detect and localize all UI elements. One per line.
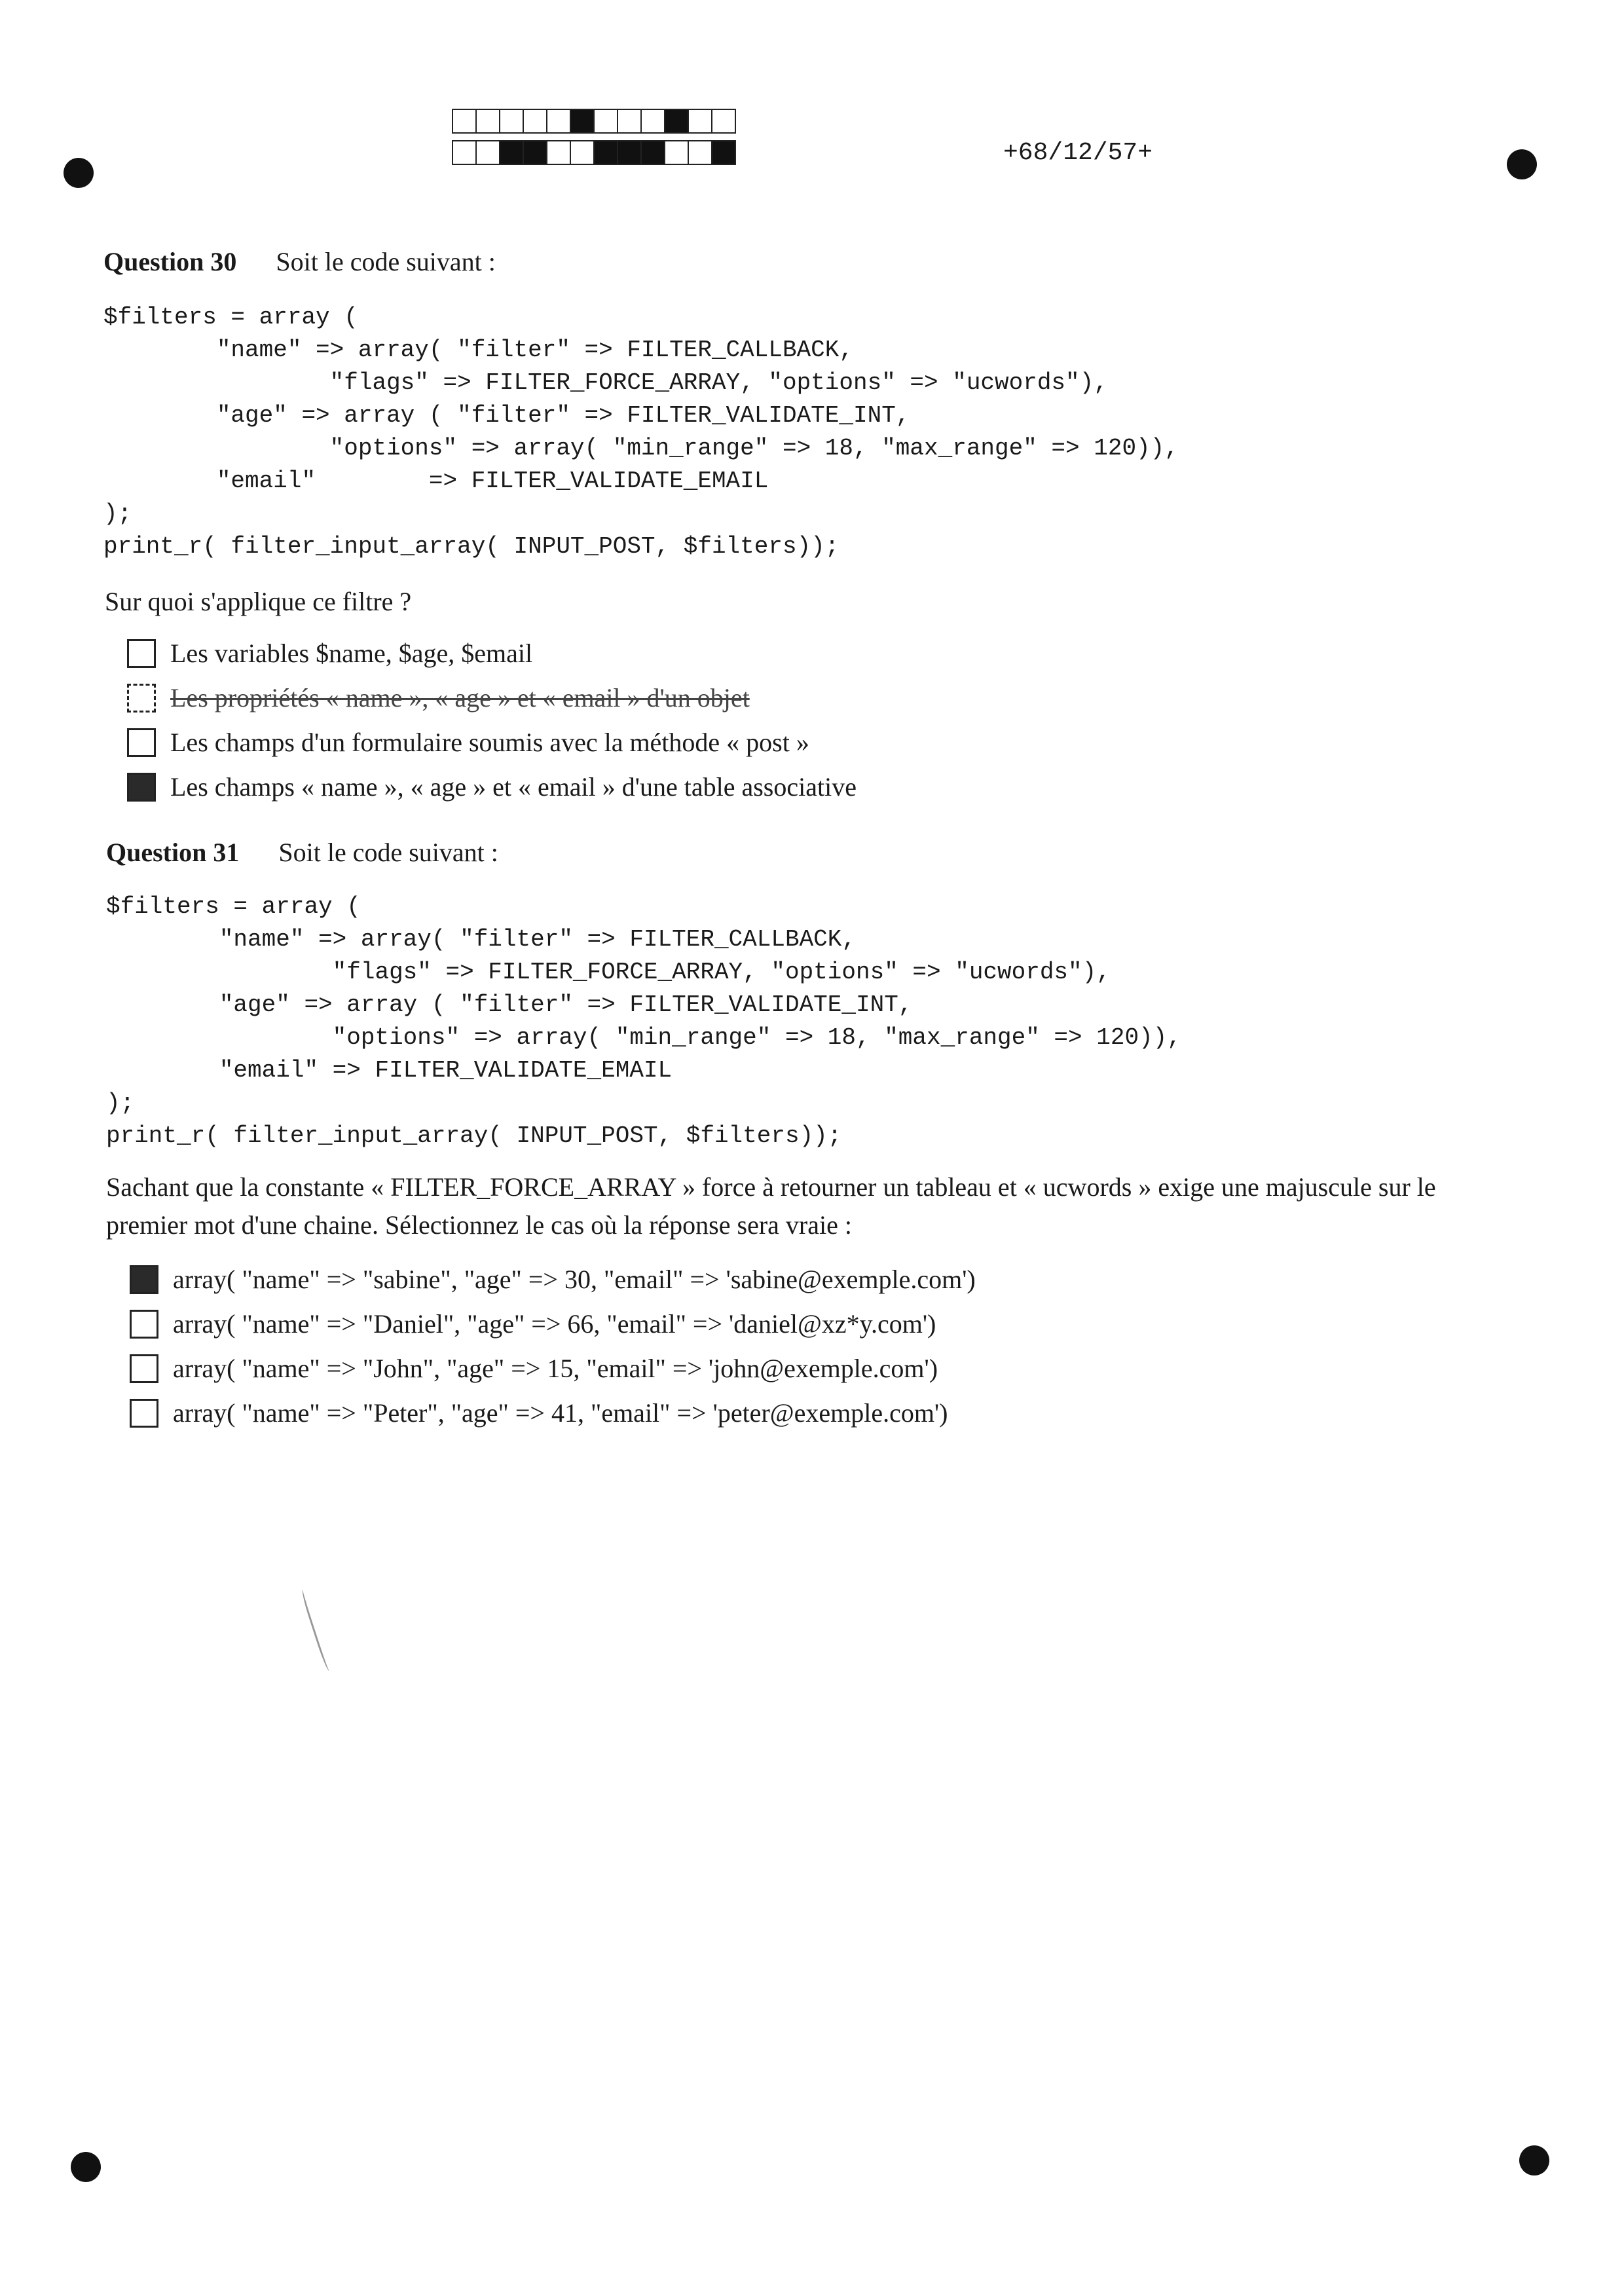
checkbox[interactable] bbox=[127, 684, 156, 713]
barcode-cell bbox=[546, 140, 571, 165]
barcode-cell bbox=[593, 140, 618, 165]
checkbox[interactable] bbox=[130, 1265, 158, 1294]
question-30-prompt: Sur quoi s'applique ce filtre ? bbox=[105, 587, 412, 616]
barcode-cell bbox=[711, 140, 736, 165]
barcode-cell bbox=[546, 109, 571, 134]
barcode-cell bbox=[664, 109, 689, 134]
barcode-cell bbox=[523, 109, 547, 134]
registration-dot-bottom-right bbox=[1519, 2145, 1549, 2176]
question-30-code: $filters = array ( "name" => array( "filter" => FILTER_CALLBACK, "flags" => FILTER_FORCE_ARRAY, "options" => "ucwords"), "age" => array ( "filter" => FILTER_VALIDATE_INT, "options" => array( "min_range" => 18, "max_range" => 120)), "email" => FILTER_VALIDATE_EMAIL ); print_r( filter_input_array( INPUT_POST, $filters)); bbox=[103, 304, 1179, 560]
registration-dot-bottom-left bbox=[71, 2152, 101, 2182]
q30-option-2[interactable] bbox=[127, 682, 750, 713]
option-label: array( "name" => "John", "age" => 15, "email" => 'john@exemple.com') bbox=[173, 1354, 938, 1383]
q30-option-4[interactable] bbox=[127, 771, 857, 802]
barcode-cell bbox=[593, 109, 618, 134]
barcode-cell bbox=[475, 109, 500, 134]
q31-option-1[interactable] bbox=[130, 1264, 976, 1295]
q30-option-1[interactable] bbox=[127, 638, 532, 669]
q31-option-4[interactable] bbox=[130, 1398, 948, 1428]
barcode-cell bbox=[640, 140, 665, 165]
stray-pen-mark bbox=[300, 1588, 333, 1671]
checkbox[interactable] bbox=[130, 1354, 158, 1383]
barcode-cell bbox=[664, 140, 689, 165]
question-number: Question 31 bbox=[106, 838, 240, 867]
option-label: array( "name" => "sabine", "age" => 30, "email" => 'sabine@exemple.com') bbox=[173, 1265, 976, 1294]
option-label: Les propriétés « name », « age » et « email » d'un objet bbox=[170, 683, 750, 713]
checkbox[interactable] bbox=[127, 639, 156, 668]
question-31-prompt-line-2: premier mot d'une chaine. Sélectionnez le cas où la réponse sera vraie : bbox=[106, 1210, 852, 1240]
barcode-cell bbox=[617, 140, 642, 165]
checkbox[interactable] bbox=[127, 728, 156, 757]
option-label: array( "name" => "Daniel", "age" => 66, "email" => 'daniel@xz*y.com') bbox=[173, 1309, 936, 1339]
q30-option-3[interactable] bbox=[127, 727, 809, 758]
question-intro: Soit le code suivant : bbox=[276, 247, 496, 276]
barcode-cell bbox=[688, 140, 712, 165]
registration-dot-top-left bbox=[64, 158, 94, 188]
barcode-cell bbox=[499, 109, 524, 134]
question-31-prompt-line-1: Sachant que la constante « FILTER_FORCE_ARRAY » force à retourner un tableau et « ucwords » exige une majuscule sur le bbox=[106, 1172, 1436, 1202]
checkbox[interactable] bbox=[130, 1310, 158, 1339]
barcode-cell bbox=[475, 140, 500, 165]
option-label: Les champs d'un formulaire soumis avec la méthode « post » bbox=[170, 728, 809, 757]
question-31-heading bbox=[106, 837, 498, 868]
barcode-cell bbox=[452, 109, 477, 134]
barcode-cell bbox=[617, 109, 642, 134]
question-number: Question 30 bbox=[103, 247, 237, 276]
barcode-cell bbox=[640, 109, 665, 134]
question-31-code: $filters = array ( "name" => array( "filter" => FILTER_CALLBACK, "flags" => FILTER_FORCE_ARRAY, "options" => "ucwords"), "age" => array ( "filter" => FILTER_VALIDATE_INT, "options" => array( "min_range" => 18, "max_range" => 120)), "email" => FILTER_VALIDATE_EMAIL ); print_r( filter_input_array( INPUT_POST, $filters)); bbox=[106, 893, 1181, 1149]
option-label: array( "name" => "Peter", "age" => 41, "email" => 'peter@exemple.com') bbox=[173, 1398, 948, 1428]
question-30-heading bbox=[103, 246, 496, 277]
barcode-cell bbox=[570, 140, 595, 165]
option-label: Les champs « name », « age » et « email » d'une table associative bbox=[170, 772, 857, 802]
barcode-cell bbox=[452, 140, 477, 165]
registration-dot-top-right bbox=[1507, 149, 1537, 179]
q31-option-2[interactable] bbox=[130, 1308, 936, 1339]
page-id: +68/12/57+ bbox=[1003, 139, 1153, 167]
barcode-cell bbox=[570, 109, 595, 134]
barcode-cell bbox=[523, 140, 547, 165]
checkbox[interactable] bbox=[130, 1399, 158, 1428]
barcode-row-top bbox=[452, 109, 735, 134]
barcode-row-bottom bbox=[452, 140, 735, 165]
question-intro: Soit le code suivant : bbox=[278, 838, 498, 867]
q31-option-3[interactable] bbox=[130, 1353, 938, 1384]
barcode-cell bbox=[688, 109, 712, 134]
barcode-cell bbox=[711, 109, 736, 134]
checkbox[interactable] bbox=[127, 773, 156, 802]
option-label: Les variables $name, $age, $email bbox=[170, 639, 533, 668]
barcode-cell bbox=[499, 140, 524, 165]
